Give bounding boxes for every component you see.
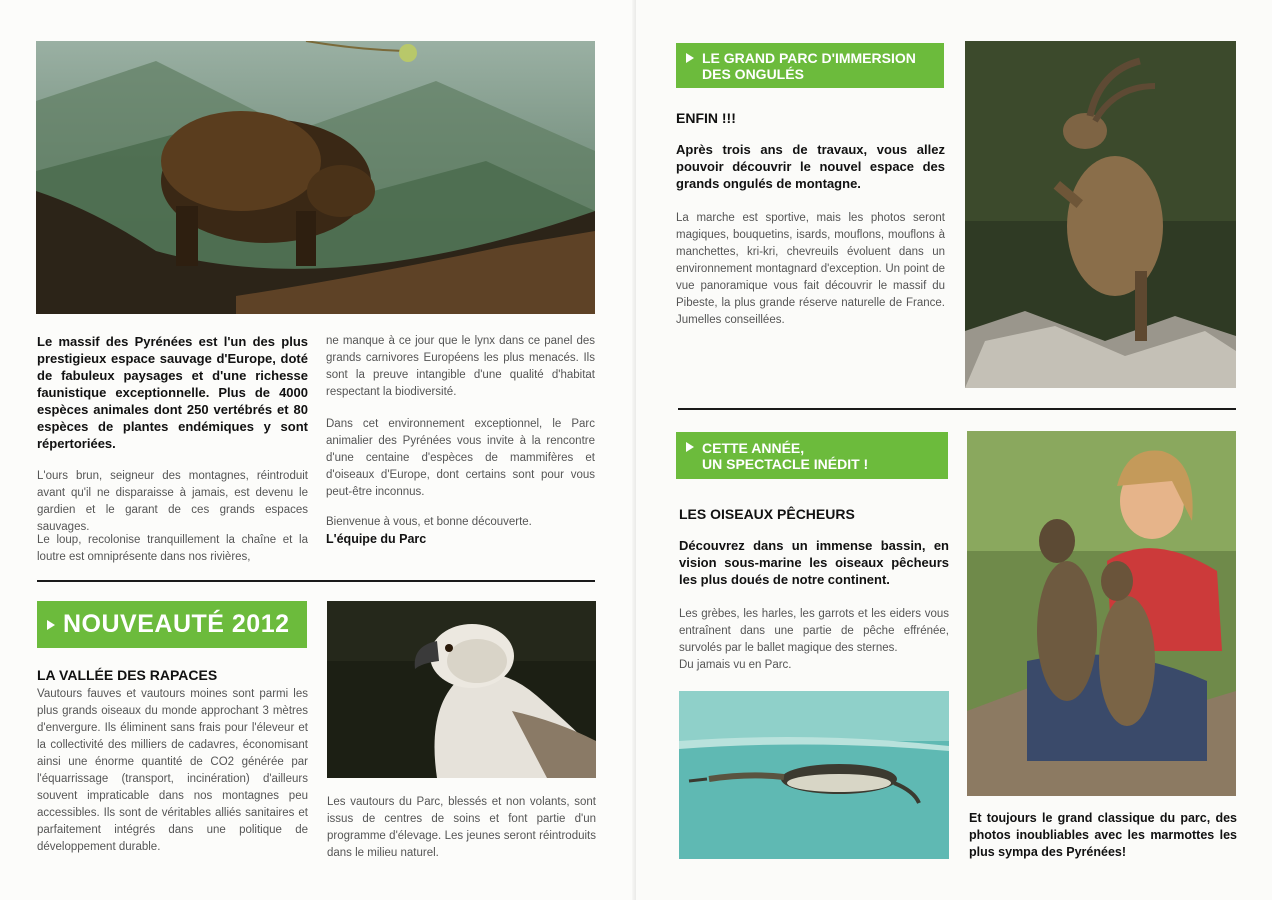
annee-banner-line1: CETTE ANNÉE, xyxy=(702,439,805,456)
ongules-banner xyxy=(676,43,944,88)
bear-photo xyxy=(36,41,595,314)
section-divider xyxy=(678,408,1236,410)
arrow-icon xyxy=(686,53,694,63)
bear-illustration xyxy=(36,41,595,314)
nouveaute-label: NOUVEAUTÉ 2012 xyxy=(63,610,290,638)
parc-paragraph: Dans cet environnement exceptionnel, le Parc animalier des Pyrénées vous invite à la rencontre d'une centaine d'espèces de mammifères et d'oiseaux d'Europe, dont certains sont pour vous peut-être inconnus. xyxy=(326,418,595,498)
annee-banner-line2: UN SPECTACLE INÉDIT ! xyxy=(702,455,869,472)
lynx-paragraph: ne manque à ce jour que le lynx dans ce panel des grands carnivores Européens les plus menacés. Ils sont la preuve intangible d'une qualité d'habitat respectant la biodiversité. xyxy=(326,335,595,398)
arrow-icon xyxy=(686,442,694,452)
welcome-text: Bienvenue à vous, et bonne découverte. xyxy=(326,516,532,528)
ibex-photo xyxy=(965,41,1236,388)
signature: L'équipe du Parc xyxy=(326,532,427,546)
annee-banner-text xyxy=(702,440,868,472)
pecheurs-text: Les grèbes, les harles, les garrots et les eiders vous entraînent dans une partie de pêche effrénée, survolés par le ballet magique des sternes. xyxy=(679,608,949,654)
ongules-banner-line2: DES ONGULÉS xyxy=(702,65,804,82)
grebe-photo xyxy=(679,691,949,859)
ibex-illustration xyxy=(965,41,1236,388)
ongules-banner-text xyxy=(702,50,916,82)
pecheurs-title: LES OISEAUX PÊCHEURS xyxy=(679,506,855,522)
arrow-icon xyxy=(47,620,55,630)
marmot-girl-photo xyxy=(967,431,1236,796)
enfin-title: ENFIN !!! xyxy=(676,110,736,126)
vulture-photo xyxy=(327,601,596,778)
annee-banner xyxy=(676,432,948,479)
marmottes-caption: Et toujours le grand classique du parc, des photos inoubliables avec les marmottes les plus sympa des Pyrénées! xyxy=(969,811,1237,859)
section-divider xyxy=(37,580,595,582)
wolf-paragraph: Le loup, recolonise tranquillement la chaîne et la loutre est omniprésente dans nos rivières, xyxy=(37,534,308,563)
right-page xyxy=(636,0,1272,900)
ongules-lead: Après trois ans de travaux, vous allez pouvoir découvrir le nouvel espace des grands ongulés de montagne. xyxy=(676,142,945,191)
nouveaute-banner xyxy=(37,601,307,648)
ongules-banner-line1: LE GRAND PARC D'IMMERSION xyxy=(702,49,916,66)
pecheurs-text-2: Du jamais vu en Parc. xyxy=(679,659,792,671)
rapaces-text: Vautours fauves et vautours moines sont parmi les plus grands oiseaux du monde approchant 3 mètres d'envergure. Ils éliminent sans frais pour l'éleveur et la collectivité des milliers de cadavres, économisant ainsi une énorme quantité de CO2 générée par l'équarrissage (transport, incinération) d'ailleurs souvent impraticable dans nos montagnes peu accessibles. Ils sont de véritables alliés sanitaires et parfaitement intégrés dans une politique de développement durable. xyxy=(37,688,308,853)
marmot-illustration xyxy=(967,431,1236,796)
grebe-illustration xyxy=(679,691,949,859)
rapaces-title: LA VALLÉE DES RAPACES xyxy=(37,667,218,683)
bear-paragraph: L'ours brun, seigneur des montagnes, réintroduit avant qu'il ne disparaisse à jamais, est devenu le gardien et le garant de ces grands espaces sauvages. xyxy=(37,470,308,533)
ongules-text: La marche est sportive, mais les photos seront magiques, bouquetins, isards, mouflons, mouflons à manchettes, kri-kri, chevreuils évoluent dans un environnement montagnard d'exception. Un point de vue panoramique vous fait découvrir le massif du Pibeste, la plus grande réserve naturelle de France. Jumelles conseillées. xyxy=(676,212,945,326)
vautours-caption: Les vautours du Parc, blessés et non volants, sont issus de centres de soins et font partie d'un programme d'élevage. Les jeunes seront réintroduits dans le milieu naturel. xyxy=(327,796,596,859)
vulture-illustration xyxy=(327,601,596,778)
intro-lead: Le massif des Pyrénées est l'un des plus prestigieux espace sauvage d'Europe, doté de fabuleux paysages et d'une richesse faunistique exceptionnelle. Plus de 4000 espèces animales dont 250 vertébrés et 80 espèces de plantes endémiques y sont répertoriées. xyxy=(37,334,308,451)
pecheurs-lead: Découvrez dans un immense bassin, en vision sous-marine les oiseaux pêcheurs les plus doués de notre continent. xyxy=(679,538,949,587)
